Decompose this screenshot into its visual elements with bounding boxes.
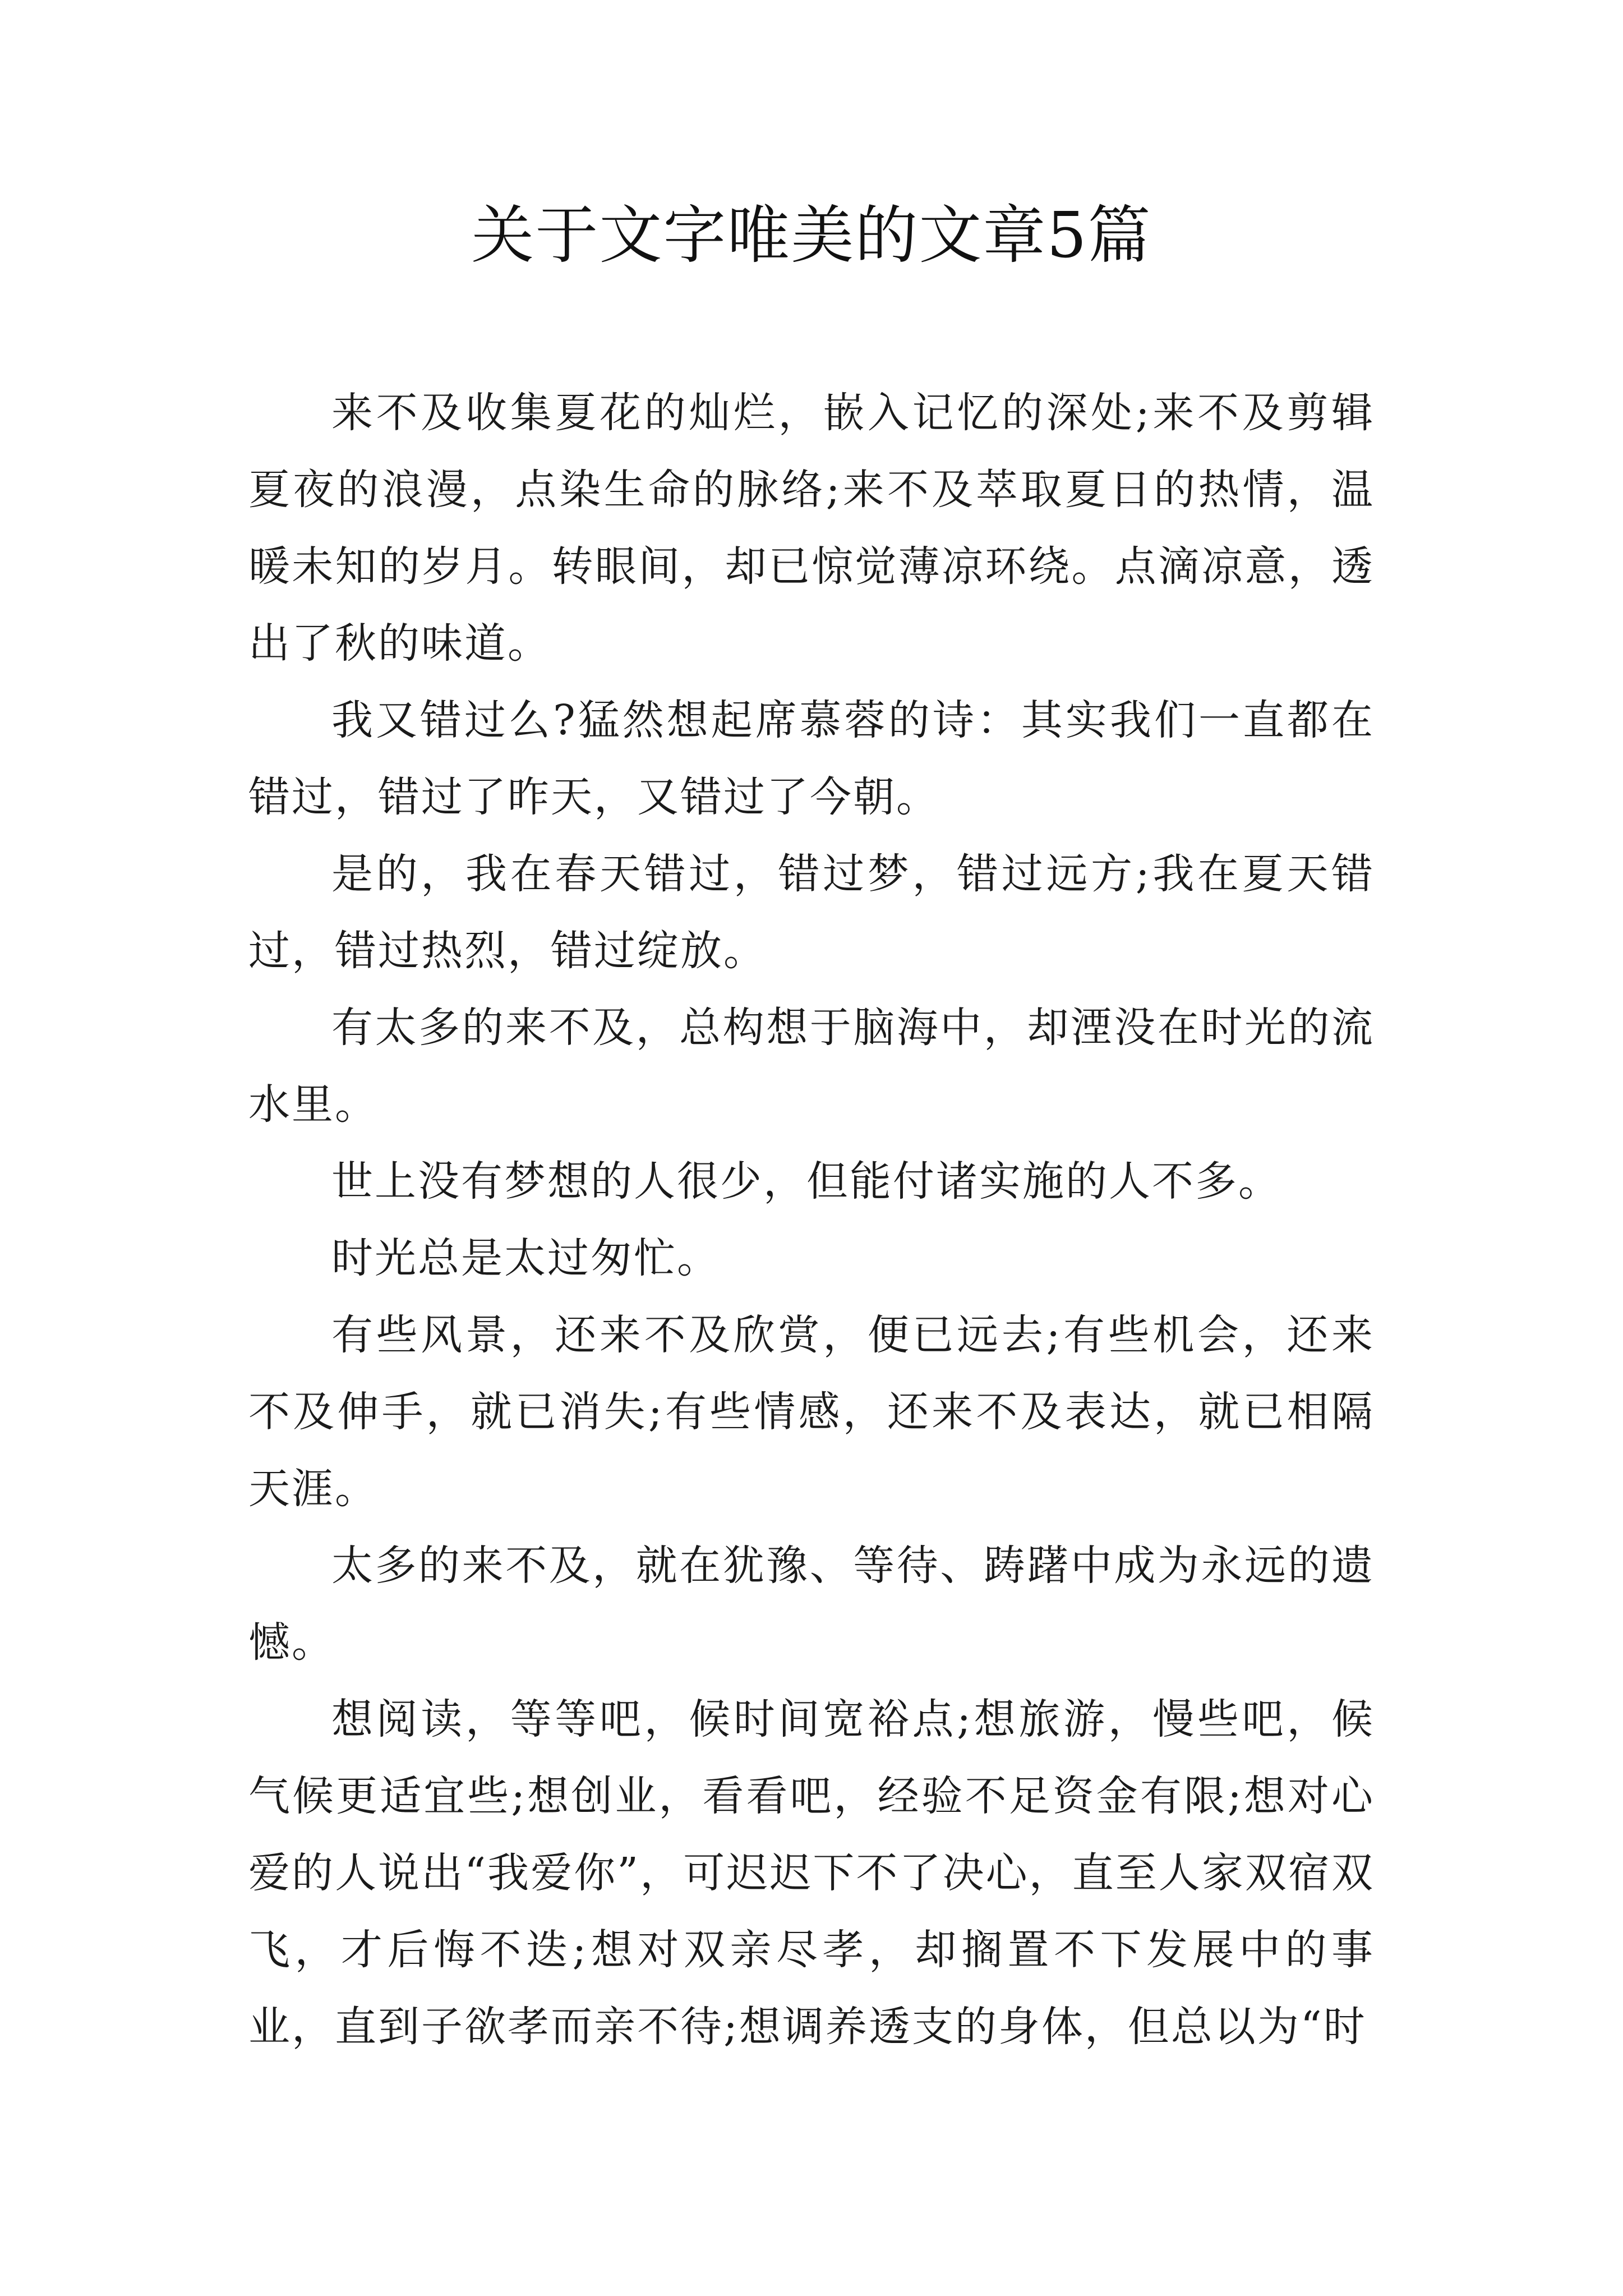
paragraph: 有些风景，还来不及欣赏，便已远去;有些机会，还来不及伸手，就已消失;有些情感，还来不及表达，就已相隔天涯。 xyxy=(248,1311,1375,1513)
document-body xyxy=(248,375,1375,2065)
paragraph: 太多的来不及，就在犹豫、等待、踌躇中成为永远的遗憾。 xyxy=(248,1542,1375,1667)
paragraph: 来不及收集夏花的灿烂，嵌入记忆的深处;来不及剪辑夏夜的浪漫，点染生命的脉络;来不及萃取夏日的热情，温暖未知的岁月。转眼间，却已惊觉薄凉环绕。点滴凉意，透出了秋的味道。 xyxy=(248,389,1375,668)
paragraph: 时光总是太过匆忙。 xyxy=(331,1234,720,1282)
paragraph: 想阅读，等等吧，候时间宽裕点;想旅游，慢些吧，候气候更适宜些;想创业，看看吧，经验不足资金有限;想对心爱的人说出“我爱你”，可迟迟下不了决心，直至人家双宿双飞，才后悔不迭;想对双亲尽孝，却搁置不下发展中的事业，直到子欲孝而亲不待;想调养透支的身体，但总以为“时 xyxy=(248,1695,1375,2051)
paragraph: 我又错过么?猛然想起席慕蓉的诗：其实我们一直都在错过，错过了昨天，又错过了今朝。 xyxy=(248,696,1375,821)
paragraph: 是的，我在春天错过，错过梦，错过远方;我在夏天错过，错过热烈，错过绽放。 xyxy=(248,850,1375,975)
document-title: 关于文字唯美的文章5篇 xyxy=(471,199,1152,272)
paragraph: 有太多的来不及，总构想于脑海中，却湮没在时光的流水里。 xyxy=(248,1004,1375,1129)
paragraph: 世上没有梦想的人很少，但能付诸实施的人不多。 xyxy=(331,1157,1281,1205)
